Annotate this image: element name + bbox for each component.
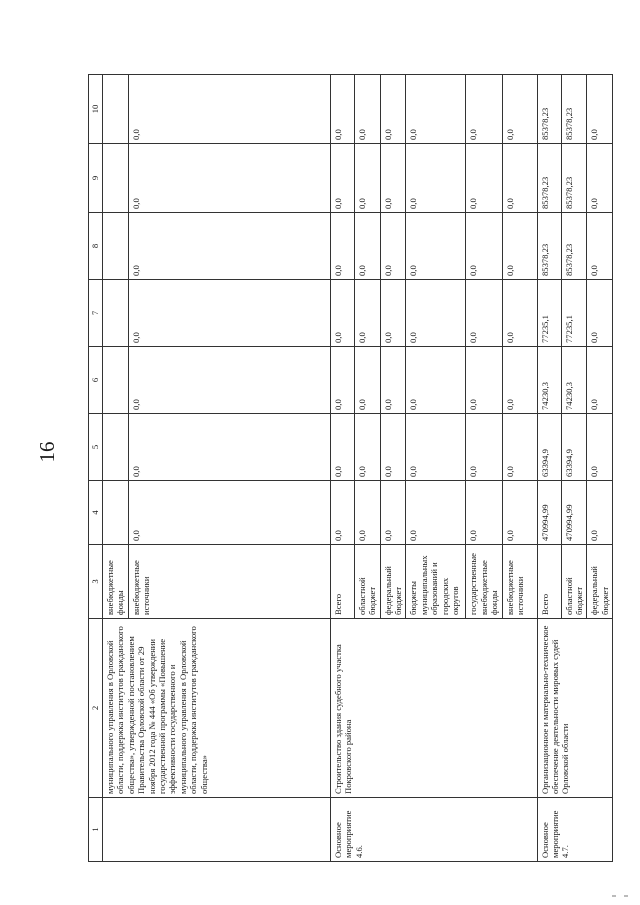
value-cell: 0,0 (128, 414, 330, 481)
funding-source-cell: областной бюджет (354, 545, 380, 619)
value-cell: 0,0 (587, 144, 613, 213)
value-cell: 0,0 (502, 75, 537, 144)
funding-source-cell: федеральный бюджет (380, 545, 406, 619)
value-cell: 0,0 (128, 75, 330, 144)
value-cell: 85378,23 (561, 213, 587, 280)
value-cell: 0,0 (330, 75, 354, 144)
header-cell: 10 (89, 75, 103, 144)
measure-title-cell: муниципального управления в Орловской области, поддержка институтов гражданского общества», утвержденной постановлением Правительства Орловской области от 29 ноября 2012 года № 444 «Об утверждении государственной программы «Повышение эффективности государственного и муниципального управления в Орловской области, поддержка институтов гражданского общества» (103, 619, 331, 798)
value-cell: 74230,3 (561, 347, 587, 414)
value-cell: 0,0 (128, 213, 330, 280)
value-cell: 0,0 (354, 481, 380, 545)
value-cell: 0,0 (354, 414, 380, 481)
budget-table (88, 74, 613, 862)
rotated-table-wrapper (88, 75, 610, 862)
value-cell: 0,0 (380, 347, 406, 414)
value-cell: 0,0 (406, 280, 466, 347)
measure-title-cell: Организационное и материально-техническое обеспечение деятельности мировых судей Орловской области (537, 619, 613, 798)
value-cell: 0,0 (354, 144, 380, 213)
header-cell: 7 (89, 280, 103, 347)
value-cell: 0,0 (502, 414, 537, 481)
header-cell: 2 (89, 619, 103, 798)
page-number: 16 (35, 441, 59, 463)
header-cell: 4 (89, 481, 103, 545)
value-cell (103, 75, 129, 144)
value-cell: 470994,99 (537, 481, 561, 545)
value-cell: 77235,1 (561, 280, 587, 347)
value-cell: 0,0 (466, 481, 502, 545)
value-cell (103, 144, 129, 213)
value-cell (103, 481, 129, 545)
header-cell: 5 (89, 414, 103, 481)
header-cell: 8 (89, 213, 103, 280)
value-cell: 0,0 (380, 75, 406, 144)
value-cell: 0,0 (354, 75, 380, 144)
funding-source-cell: Всего (330, 545, 354, 619)
value-cell: 0,0 (406, 75, 466, 144)
value-cell: 85378,23 (537, 144, 561, 213)
value-cell: 0,0 (330, 414, 354, 481)
value-cell: 0,0 (587, 213, 613, 280)
value-cell (103, 347, 129, 414)
value-cell: 0,0 (587, 481, 613, 545)
value-cell: 0,0 (128, 280, 330, 347)
value-cell: 0,0 (502, 280, 537, 347)
value-cell: 0,0 (406, 347, 466, 414)
measure-id-cell (103, 798, 331, 862)
measure-id-cell: Основное мероприятие 4.7. (537, 798, 613, 862)
value-cell: 0,0 (128, 481, 330, 545)
value-cell (103, 280, 129, 347)
value-cell: 0,0 (354, 280, 380, 347)
value-cell: 0,0 (354, 347, 380, 414)
value-cell: 74230,3 (537, 347, 561, 414)
value-cell: 0,0 (330, 481, 354, 545)
value-cell: 0,0 (128, 144, 330, 213)
value-cell: 0,0 (380, 280, 406, 347)
funding-source-cell: федеральный бюджет (587, 545, 613, 619)
value-cell: 0,0 (330, 280, 354, 347)
value-cell: 85378,23 (537, 213, 561, 280)
value-cell: 85378,23 (561, 144, 587, 213)
value-cell: 0,0 (354, 213, 380, 280)
value-cell: 0,0 (330, 213, 354, 280)
value-cell: 0,0 (380, 481, 406, 545)
table-row (103, 75, 129, 862)
value-cell: 63394,9 (561, 414, 587, 481)
value-cell (103, 213, 129, 280)
value-cell: 0,0 (587, 414, 613, 481)
scan-speck (624, 895, 628, 897)
funding-source-cell: Всего (537, 545, 561, 619)
header-cell: 9 (89, 144, 103, 213)
funding-source-cell: бюджеты муниципальных образований и городских округов (406, 545, 466, 619)
funding-source-cell: внебюджетные источники (502, 545, 537, 619)
header-cell: 1 (89, 798, 103, 862)
value-cell: 0,0 (466, 280, 502, 347)
value-cell: 0,0 (380, 414, 406, 481)
funding-source-cell: областной бюджет (561, 545, 587, 619)
value-cell: 0,0 (330, 144, 354, 213)
header-cell: 6 (89, 347, 103, 414)
table-row (537, 75, 561, 862)
value-cell: 0,0 (406, 144, 466, 213)
value-cell: 0,0 (587, 75, 613, 144)
table-header-row (89, 75, 103, 862)
measure-title-cell: Строительство здания судебного участка Покровского района (330, 619, 537, 798)
value-cell: 0,0 (502, 213, 537, 280)
value-cell: 77235,1 (537, 280, 561, 347)
value-cell: 85378,23 (537, 75, 561, 144)
funding-source-cell: внебюджетные фонды (103, 545, 129, 619)
funding-source-cell: государственные внебюджетные фонды (466, 545, 502, 619)
value-cell: 0,0 (466, 144, 502, 213)
header-cell: 3 (89, 545, 103, 619)
value-cell: 0,0 (466, 414, 502, 481)
value-cell: 0,0 (502, 144, 537, 213)
scan-speck (612, 895, 616, 897)
value-cell: 0,0 (380, 213, 406, 280)
value-cell: 0,0 (466, 75, 502, 144)
value-cell: 0,0 (406, 481, 466, 545)
value-cell: 0,0 (128, 347, 330, 414)
table-frame (88, 75, 610, 862)
value-cell: 0,0 (502, 481, 537, 545)
value-cell: 0,0 (406, 414, 466, 481)
value-cell: 0,0 (466, 213, 502, 280)
value-cell: 0,0 (587, 280, 613, 347)
value-cell: 63394,9 (537, 414, 561, 481)
funding-source-cell: внебюджетные источники (128, 545, 330, 619)
value-cell: 0,0 (466, 347, 502, 414)
measure-id-cell: Основное мероприятие 4.6. (330, 798, 537, 862)
value-cell: 0,0 (380, 144, 406, 213)
value-cell: 0,0 (502, 347, 537, 414)
value-cell: 0,0 (406, 213, 466, 280)
value-cell: 0,0 (587, 347, 613, 414)
table-row (330, 75, 354, 862)
value-cell (103, 414, 129, 481)
value-cell: 470994,99 (561, 481, 587, 545)
value-cell: 0,0 (330, 347, 354, 414)
value-cell: 85378,23 (561, 75, 587, 144)
